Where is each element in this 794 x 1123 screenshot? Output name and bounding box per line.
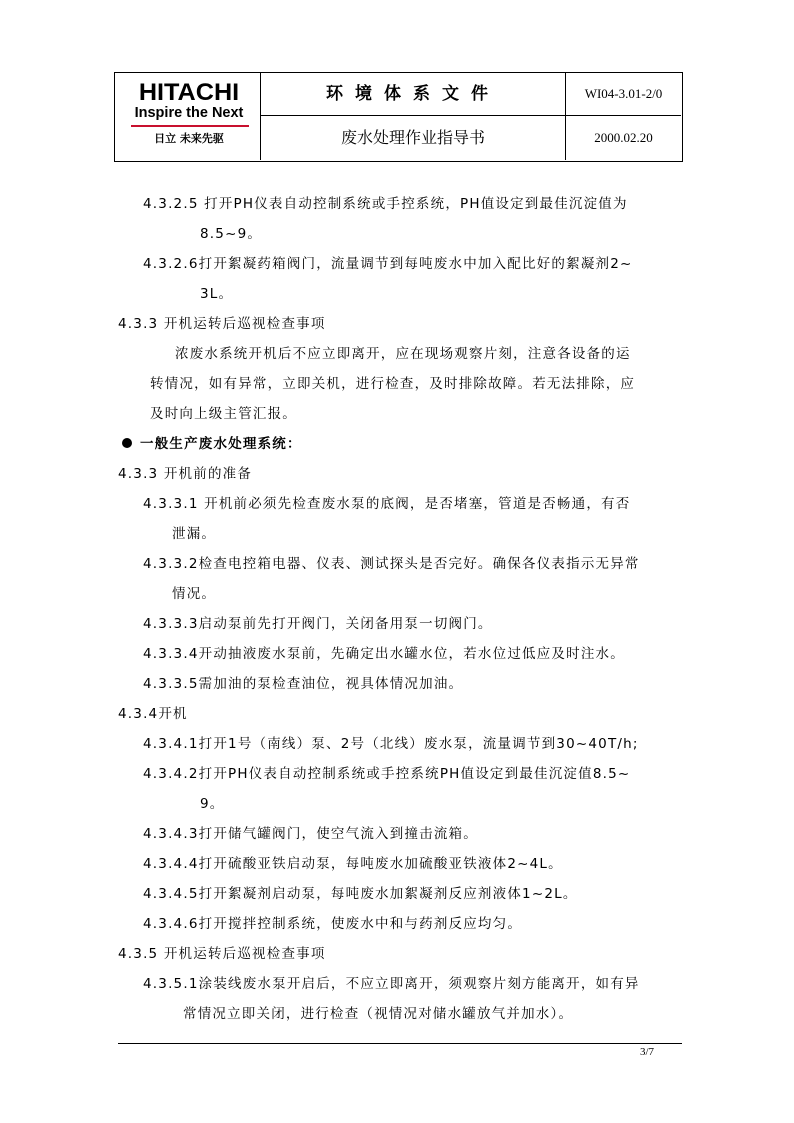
text-line: 4.3.4.1打开1号（南线）泵、2号（北线）废水泵，流量调节到30~40T/h;: [143, 736, 639, 752]
text-line: 4.3.2.5 打开PH仪表自动控制系统或手控系统，PH值设定到最佳沉淀值为: [143, 196, 628, 212]
text-line: 及时向上级主管汇报。: [150, 406, 297, 422]
section-heading: 4.3.4开机: [118, 706, 188, 722]
logo-brand-cn: 日立 未来先驱: [154, 132, 224, 145]
footer-divider: [118, 1043, 682, 1044]
text-line: 9。: [200, 796, 225, 812]
text-line: 4.3.3.3启动泵前先打开阀门，关闭备用泵一切阀门。: [143, 616, 493, 632]
text-line: 4.3.4.5打开絮凝剂启动泵，每吨废水加絮凝剂反应剂液体1~2L。: [143, 886, 578, 902]
text-line: 4.3.4.2打开PH仪表自动控制系统或手控系统PH值设定到最佳沉淀值8.5~: [143, 766, 631, 782]
document-header: [114, 72, 683, 162]
text-line: 4.3.4.6打开搅拌控制系统，使废水中和与药剂反应均匀。: [143, 916, 523, 932]
section-heading: 4.3.3 开机前的准备: [118, 466, 253, 482]
bullet-heading: [122, 432, 302, 452]
text-line: 4.3.4.4打开硫酸亚铁启动泵，每吨废水加硫酸亚铁液体2~4L。: [143, 856, 563, 872]
text-line: 浓废水系统开机后不应立即离开，应在现场观察片刻，注意各设备的运: [175, 346, 631, 362]
text-line: 4.3.5.1涂装线废水泵开启后，不应立即离开，须观察片刻方能离开，如有异: [143, 976, 640, 992]
logo-tagline: Inspire the Next: [134, 105, 244, 121]
text-line: 4.3.3.2检查电控箱电器、仪表、测试探头是否完好。确保各仪表指示无异常: [143, 556, 640, 572]
text-line: 转情况，如有异常，立即关机，进行检查，及时排除故障。若无法排除，应: [150, 376, 636, 392]
section-heading: 4.3.5 开机运转后巡视检查事项: [118, 946, 326, 962]
document-subtitle: 废水处理作业指导书: [261, 116, 566, 160]
section-heading: 4.3.3 开机运转后巡视检查事项: [118, 316, 326, 332]
text-line: 8.5~9。: [200, 226, 263, 242]
text-line: 4.3.4.3打开储气罐阀门，使空气流入到撞击流箱。: [143, 826, 478, 842]
document-date: 2000.02.20: [594, 130, 653, 145]
bullet-icon: [122, 438, 132, 448]
text-line: 4.3.3.4开动抽液废水泵前，先确定出水罐水位，若水位过低应及时注水。: [143, 646, 625, 662]
hitachi-logo: [115, 73, 261, 160]
text-line: 4.3.2.6打开絮凝药箱阀门，流量调节到每吨废水中加入配比好的絮凝剂2~: [143, 256, 633, 272]
document-title: 环境体系文件: [261, 73, 566, 116]
text-line: 4.3.3.1 开机前必须先检查废水泵的底阀，是否堵塞，管道是否畅通，有否: [143, 496, 631, 512]
text-line: 3L。: [200, 286, 234, 302]
logo-divider: [131, 125, 249, 127]
logo-brand: HITACHI: [138, 79, 240, 106]
text-line: 泄漏。: [172, 526, 217, 542]
document-code: WI04-3.01-2/0: [566, 73, 681, 116]
text-line: 情况。: [172, 586, 217, 602]
page-number: 3/7: [640, 1046, 655, 1058]
text-line: 4.3.3.5需加油的泵检查油位，视具体情况加油。: [143, 676, 464, 692]
bullet-heading-text: 一般生产废水处理系统：: [140, 436, 302, 452]
text-line: 常情况立即关闭，进行检查（视情况对储水罐放气并加水）。: [183, 1006, 574, 1022]
